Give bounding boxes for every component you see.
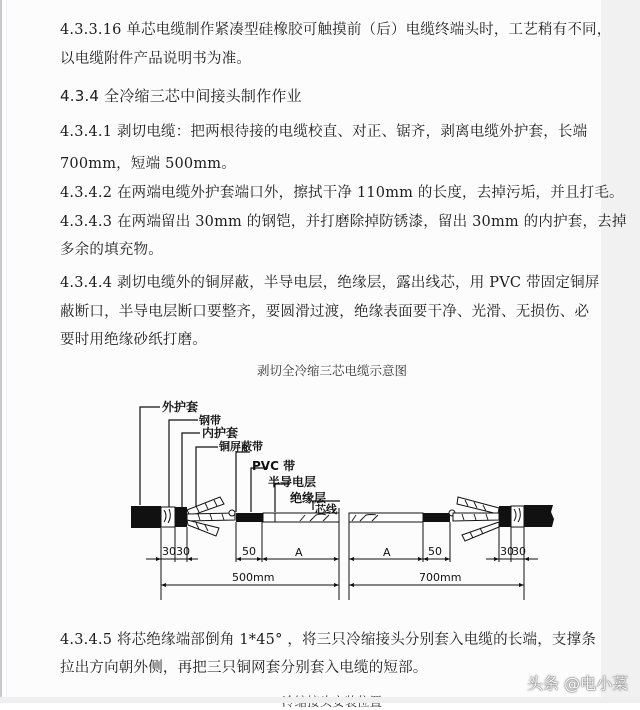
paragraph-4-3-4-3-line1: 4.3.4.3 在两端留出 30mm 的钢铠，并打磨除掉防锈漆，留出 30mm 的内护套，去掉 [60,214,627,230]
dim-left-pvc-50: 50 [242,545,256,558]
paragraph-4-3-3-16-line2: 以电缆附件产品说明书为准。 [60,51,252,67]
dim-right-total-700mm: 700mm [419,571,462,584]
dim-right-pvc-50: 50 [428,545,442,558]
label-inner-sheath: 内护套 [202,426,239,440]
section-heading-4-3-4: 4.3.4 全冷缩三芯中间接头制作作业 [60,87,302,105]
dim-left-a: A [295,546,303,559]
paragraph-4-3-4-2: 4.3.4.2 在两端电缆外护套端口外，擦拭干净 110mm 的长度，去掉污垢，并且打毛。 [60,185,624,201]
label-core-wire: 芯线 [315,503,337,516]
label-insulation-layer: 绝缘层 [290,491,327,505]
paragraph-4-3-4-3-line2: 多余的填充物。 [60,242,163,258]
dim-left-inner-30: 30 [176,545,190,558]
dim-right-a: A [383,546,391,559]
right-cable [349,497,554,541]
paragraph-4-3-3-16-line1: 4.3.3.16 单芯电缆制作紧凑型硅橡胶可触摸前（后）电缆终端头时，工艺稍有不同， [60,22,612,38]
dim-right-steel-30: 30 [500,545,514,558]
label-pvc-tape: PVC 带 [252,459,296,473]
paragraph-4-3-4-4-line1: 4.3.4.4 剥切电缆外的铜屏蔽，半导电层，绝缘层，露出线芯，用 PVC 带固定铜屏 [60,275,600,291]
paragraph-4-3-4-1-line2: 700mm，短端 500mm。 [60,156,236,172]
label-semiconductive-layer: 半导电层 [268,475,317,489]
watermark: 头条 @电小菜 [527,674,629,693]
label-copper-shield-tape: 铜屏蔽带 [219,440,263,453]
paragraph-4-3-4-5-line2: 拉出方向朝外侧，再把三只铜网套分别套入电缆的短部。 [60,660,428,676]
label-steel-tape: 钢带 [199,414,221,427]
paragraph-4-3-4-5-line1: 4.3.4.5 将芯绝缘端部倒角 1*45° ，将三只冷缩接头分别套入电缆的长端，支撑条 [60,632,597,648]
label-outer-sheath: 外护套 [162,400,199,414]
paragraph-4-3-4-4-line3: 要时用绝缘砂纸打磨。 [60,332,207,348]
figure-caption: 剥切全冷缩三芯电缆示意图 [257,363,408,378]
paragraph-4-3-4-4-line2: 蔽断口，半导电层断口要整齐，要圆滑过渡，绝缘表面要干净、光滑、无损伤、必 [60,304,590,320]
paragraph-4-3-4-1-line1: 4.3.4.1 剥切电缆：把两根待接的电缆校直、对正、锯齐，剥离电缆外护套，长端 [60,124,588,140]
dim-left-total-500mm: 500mm [232,571,275,584]
page-bottom-band [0,697,640,703]
dim-left-steel-30: 30 [162,545,176,558]
dim-right-inner-30: 30 [512,545,526,558]
